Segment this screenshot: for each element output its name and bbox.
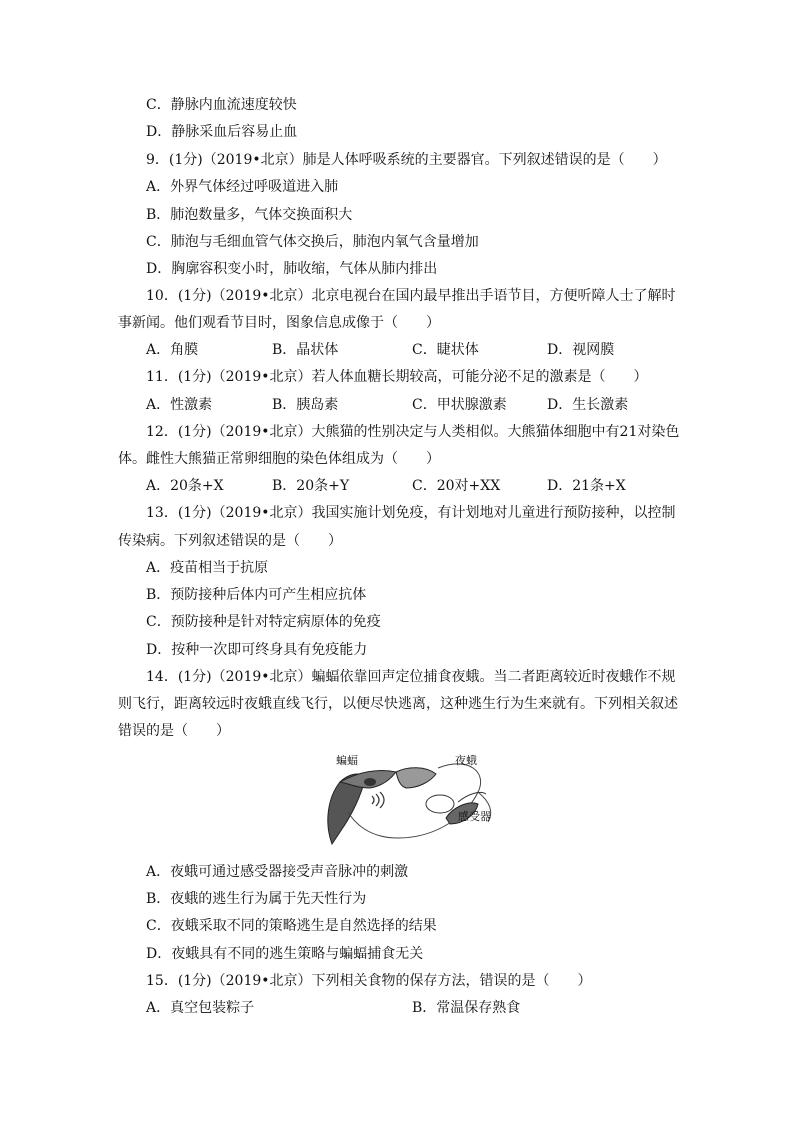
q14-option-b: B．夜蛾的逃生行为属于先天性行为 [146, 891, 367, 907]
q11-option-a: A．性激素 [146, 397, 213, 413]
q10-option-c: C．睫状体 [412, 342, 479, 358]
q12-option-b: B．20条+Y [272, 478, 350, 494]
q14-stem-line1: 14．(1分)（2019•北京）蝙蝠依靠回声定位捕食夜蛾。当二者距离较近时夜蛾作不规 [146, 669, 676, 685]
q9-option-c: C．肺泡与毛细血管气体交换后，肺泡内氧气含量增加 [146, 234, 479, 250]
q10-stem-line2: 事新闻。他们观看节目时，图象信息成像于（ ） [118, 315, 440, 331]
q15-stem: 15．(1分)（2019•北京）下列相关食物的保存方法，错误的是（ ） [146, 973, 592, 989]
q15-option-a: A．真空包装粽子 [146, 1000, 255, 1016]
q14-stem-line2: 则飞行，距离较远时夜蛾直线飞行，以便尽快逃离，这种逃生行为生来就有。下列相关叙述 [118, 696, 678, 712]
q13-option-a: A．疫苗相当于抗原 [146, 560, 269, 576]
q14-stem-line3: 错误的是（ ） [118, 723, 230, 739]
q11-option-b: B．胰岛素 [272, 397, 339, 413]
q10-option-d: D．视网膜 [547, 342, 615, 358]
bat-moth-figure [318, 752, 508, 850]
q9-option-d: D．胸廓容积变小时，肺收缩，气体从肺内排出 [146, 261, 438, 277]
label-moth: 夜蛾 [455, 754, 477, 767]
q13-stem-line1: 13．(1分)（2019•北京）我国实施计划免疫，有计划地对儿童进行预防接种，以控制 [146, 505, 676, 521]
q11-option-d: D．生长激素 [547, 397, 629, 413]
sound-pulse-icon [372, 792, 384, 808]
label-receptor: 感受器 [458, 810, 491, 823]
q14-option-a: A．夜蛾可通过感受器接受声音脉冲的刺激 [146, 864, 409, 880]
q12-option-d: D．21条+X [547, 478, 626, 494]
q13-stem-line2: 传染病。下列叙述错误的是（ ） [118, 533, 342, 549]
q9-stem: 9．(1分)（2019•北京）肺是人体呼吸系统的主要器官。下列叙述错误的是（ ） [146, 152, 667, 168]
q11-stem: 11．(1分)（2019•北京）若人体血糖长期较高，可能分泌不足的激素是（ ） [146, 369, 648, 385]
q12-option-c: C．20对+XX [412, 478, 501, 494]
q10-option-a: A．角膜 [146, 342, 199, 358]
q13-option-b: B．预防接种后体内可产生相应抗体 [146, 587, 367, 603]
q10-stem-line1: 10．(1分)（2019•北京）北京电视台在国内最早推出手语节目，方便听障人士了解时 [146, 288, 676, 304]
q14-option-d: D．夜蛾具有不同的逃生策略与蝙蝠捕食无关 [146, 946, 424, 962]
q13-option-c: C．预防接种是针对特定病原体的免疫 [146, 614, 381, 630]
q12-option-a: A．20条+X [146, 478, 224, 494]
q11-option-c: C．甲状腺激素 [412, 397, 507, 413]
label-bat: 蝙蝠 [336, 754, 358, 767]
q12-stem-line1: 12．(1分)（2019•北京）大熊猫的性别决定与人类相似。大熊猫体细胞中有21对染色 [146, 424, 680, 440]
q12-stem-line2: 体。雌性大熊猫正常卵细胞的染色体组成为（ ） [118, 451, 440, 467]
q10-option-b: B．晶状体 [272, 342, 339, 358]
q14-option-c: C．夜蛾采取不同的策略逃生是自然选择的结果 [146, 918, 437, 934]
q8-option-c: C．静脉内血流速度较快 [146, 97, 297, 113]
q9-option-a: A．外界气体经过呼吸道进入肺 [146, 179, 339, 195]
q15-option-b: B．常温保存熟食 [412, 1000, 521, 1016]
q13-option-d: D．按种一次即可终身具有免疫能力 [146, 642, 368, 658]
q9-option-b: B．肺泡数量多，气体交换面积大 [146, 207, 353, 223]
q8-option-d: D．静脉采血后容易止血 [146, 124, 298, 140]
